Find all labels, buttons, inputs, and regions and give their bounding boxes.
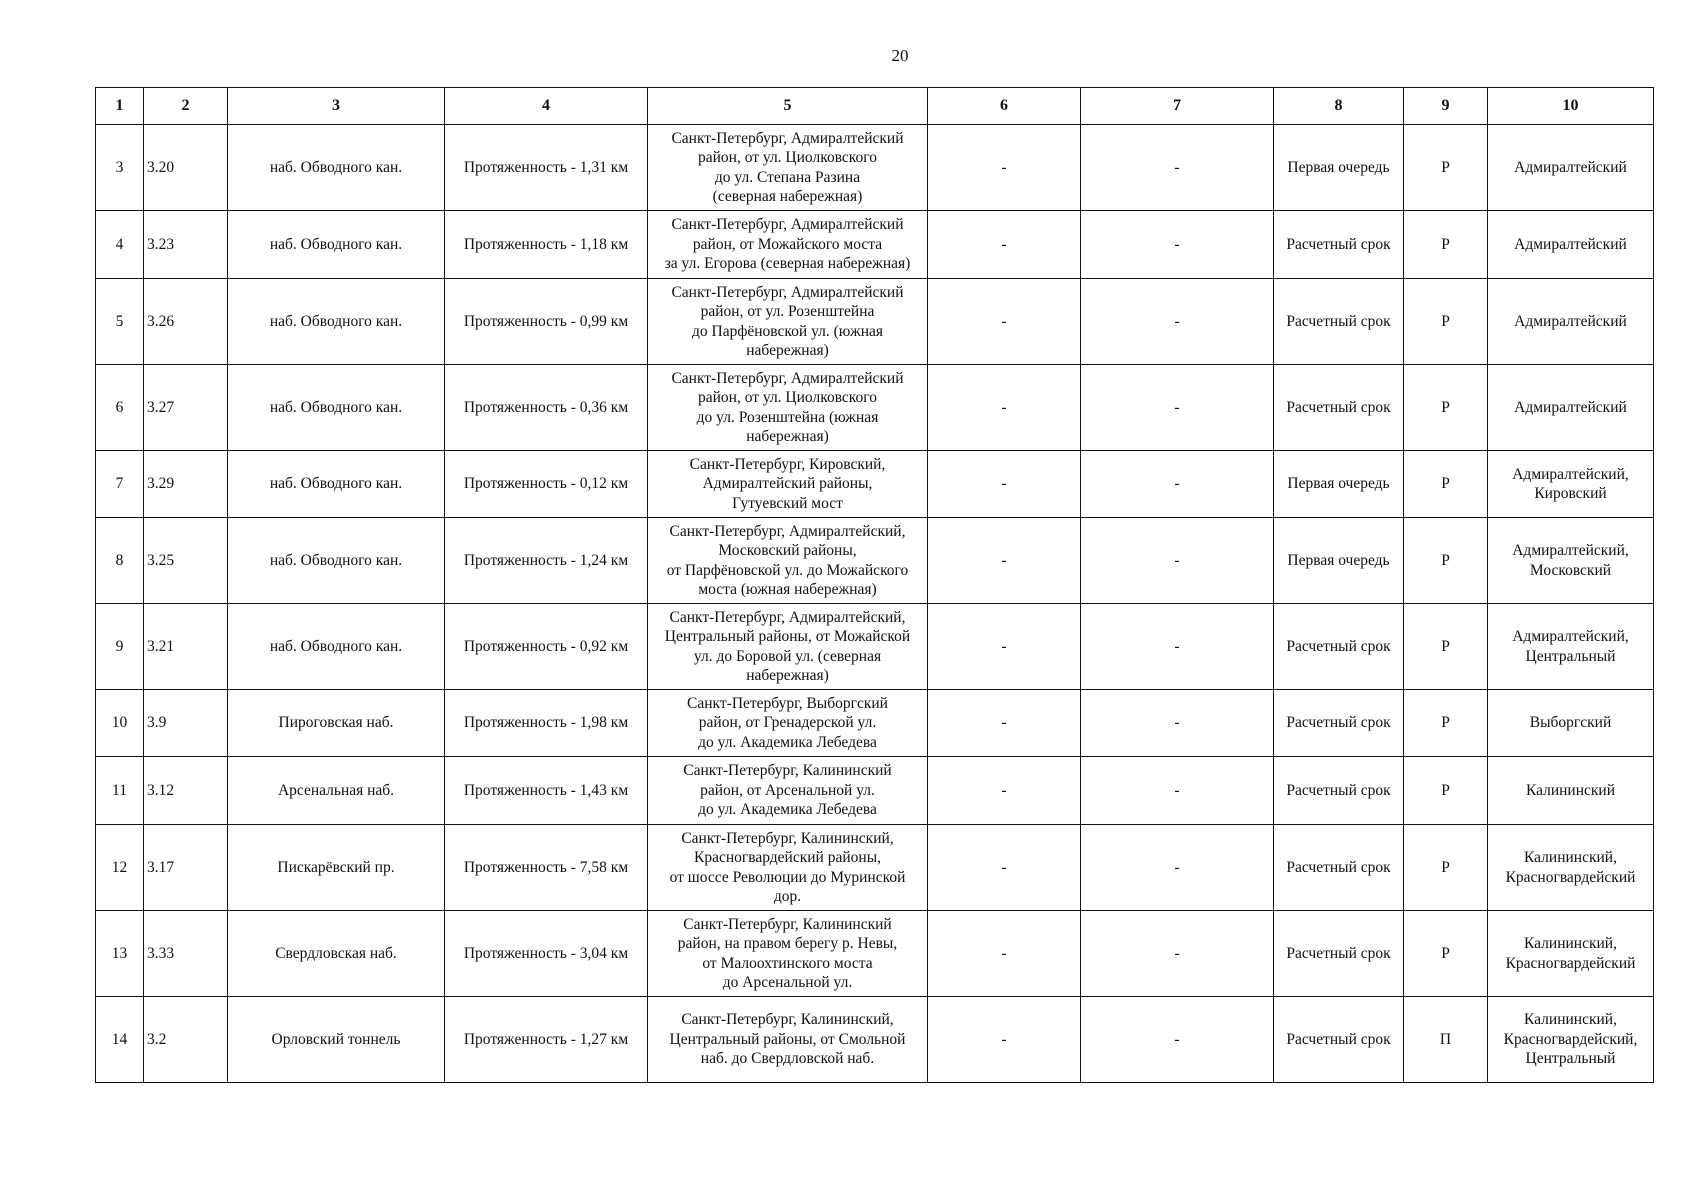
location-cell bbox=[648, 518, 928, 604]
column-6-cell: - bbox=[928, 365, 1081, 451]
column-6-cell: - bbox=[928, 604, 1081, 690]
district-cell bbox=[1488, 690, 1654, 757]
location-line: моста (южная набережная) bbox=[698, 581, 877, 598]
extent-cell: Протяженность - 1,24 км bbox=[445, 518, 648, 604]
status-code-cell: Р bbox=[1404, 825, 1488, 911]
column-7-cell: - bbox=[1081, 451, 1274, 518]
location-line: от шоссе Революции до Муринской bbox=[669, 868, 906, 886]
object-code-cell: 3.27 bbox=[144, 365, 228, 451]
status-code-cell: Р bbox=[1404, 211, 1488, 279]
stage-cell: Расчетный срок bbox=[1274, 365, 1404, 451]
stage-cell: Расчетный срок bbox=[1274, 211, 1404, 279]
status-code-cell: Р bbox=[1404, 911, 1488, 997]
stage-cell: Расчетный срок bbox=[1274, 997, 1404, 1083]
object-name-cell: Свердловская наб. bbox=[228, 911, 445, 997]
column-6-cell: - bbox=[928, 997, 1081, 1083]
extent-cell: Протяженность - 1,27 км bbox=[445, 997, 648, 1083]
location-cell bbox=[648, 604, 928, 690]
column-header: 6 bbox=[928, 88, 1081, 125]
location-line: до ул. Академика Лебедева bbox=[698, 733, 877, 751]
extent-cell: Протяженность - 0,36 км bbox=[445, 365, 648, 451]
district-cell bbox=[1488, 365, 1654, 451]
stage-cell: Первая очередь bbox=[1274, 125, 1404, 211]
extent-cell: Протяженность - 1,43 км bbox=[445, 757, 648, 825]
location-line: Санкт-Петербург, Калининский, bbox=[681, 829, 894, 847]
object-code-cell: 3.2 bbox=[144, 997, 228, 1083]
district-line: Красногвардейский bbox=[1505, 954, 1636, 972]
district-line: Адмиралтейский bbox=[1514, 312, 1627, 330]
district-cell bbox=[1488, 911, 1654, 997]
district-line: Красногвардейский bbox=[1505, 868, 1636, 886]
row-number-cell: 5 bbox=[96, 279, 144, 365]
location-cell bbox=[648, 365, 928, 451]
column-6-cell: - bbox=[928, 825, 1081, 911]
district-line: Адмиралтейский bbox=[1514, 158, 1627, 176]
column-6-cell: - bbox=[928, 125, 1081, 211]
location-line: район, от ул. Циолковского bbox=[697, 389, 878, 406]
district-line: Калининский, bbox=[1524, 935, 1617, 952]
status-code-cell: Р bbox=[1404, 690, 1488, 757]
table-row bbox=[96, 604, 1654, 690]
status-code-cell: Р bbox=[1404, 604, 1488, 690]
column-6-cell: - bbox=[928, 518, 1081, 604]
location-line: до ул. Степана Разина bbox=[714, 168, 861, 186]
district-line: Адмиралтейский, bbox=[1512, 542, 1629, 559]
location-line: район, от Можайского моста bbox=[692, 235, 883, 253]
location-line: Санкт-Петербург, Адмиралтейский, bbox=[669, 522, 906, 540]
stage-cell: Расчетный срок bbox=[1274, 690, 1404, 757]
location-line: набережная) bbox=[746, 342, 829, 359]
column-7-cell: - bbox=[1081, 690, 1274, 757]
location-line: (северная набережная) bbox=[712, 188, 863, 205]
table-body bbox=[96, 125, 1654, 1083]
location-line: Санкт-Петербург, Выборгский bbox=[687, 694, 888, 712]
table-row bbox=[96, 757, 1654, 825]
object-name-cell: наб. Обводного кан. bbox=[228, 125, 445, 211]
district-line: Выборгский bbox=[1529, 714, 1612, 732]
column-header: 2 bbox=[144, 88, 228, 125]
object-code-cell: 3.23 bbox=[144, 211, 228, 279]
location-line: Санкт-Петербург, Адмиралтейский bbox=[671, 216, 904, 234]
object-name-cell: наб. Обводного кан. bbox=[228, 604, 445, 690]
location-line: Санкт-Петербург, Калининский bbox=[683, 915, 892, 933]
column-7-cell: - bbox=[1081, 279, 1274, 365]
row-number-cell: 10 bbox=[96, 690, 144, 757]
extent-cell: Протяженность - 0,99 км bbox=[445, 279, 648, 365]
location-line: Центральный районы, от Можайской bbox=[664, 628, 911, 645]
location-line: до Парфёновской ул. (южная bbox=[692, 322, 883, 340]
table-row bbox=[96, 125, 1654, 211]
column-header: 3 bbox=[228, 88, 445, 125]
object-name-cell: наб. Обводного кан. bbox=[228, 365, 445, 451]
table-row bbox=[96, 911, 1654, 997]
location-line: Санкт-Петербург, Адмиралтейский bbox=[671, 283, 904, 301]
column-6-cell: - bbox=[928, 690, 1081, 757]
district-line: Московский bbox=[1529, 561, 1612, 579]
object-name-cell: Арсенальная наб. bbox=[228, 757, 445, 825]
location-line: дор. bbox=[773, 888, 802, 905]
object-code-cell: 3.17 bbox=[144, 825, 228, 911]
location-line: Санкт-Петербург, Адмиралтейский, bbox=[669, 608, 906, 626]
location-line: район, от Гренадерской ул. bbox=[698, 714, 877, 732]
status-code-cell: Р bbox=[1404, 365, 1488, 451]
stage-cell: Расчетный срок bbox=[1274, 911, 1404, 997]
location-cell bbox=[648, 451, 928, 518]
district-line: Адмиралтейский, bbox=[1512, 628, 1629, 645]
district-cell bbox=[1488, 518, 1654, 604]
stage-cell: Расчетный срок bbox=[1274, 825, 1404, 911]
district-line: Красногвардейский, bbox=[1503, 1030, 1638, 1048]
extent-cell: Протяженность - 0,92 км bbox=[445, 604, 648, 690]
road-registry-table bbox=[95, 87, 1654, 1083]
object-code-cell: 3.9 bbox=[144, 690, 228, 757]
object-name-cell: Пироговская наб. bbox=[228, 690, 445, 757]
district-line: Адмиралтейский, bbox=[1512, 465, 1629, 483]
column-7-cell: - bbox=[1081, 604, 1274, 690]
location-cell bbox=[648, 279, 928, 365]
stage-cell: Расчетный срок bbox=[1274, 757, 1404, 825]
stage-cell: Расчетный срок bbox=[1274, 279, 1404, 365]
district-cell bbox=[1488, 451, 1654, 518]
column-6-cell: - bbox=[928, 279, 1081, 365]
location-line: Санкт-Петербург, Адмиралтейский bbox=[671, 129, 904, 147]
location-line: до Арсенальной ул. bbox=[722, 974, 853, 991]
location-line: до ул. Розенштейна (южная bbox=[696, 408, 879, 426]
column-7-cell: - bbox=[1081, 365, 1274, 451]
location-cell bbox=[648, 690, 928, 757]
object-name-cell: Пискарёвский пр. bbox=[228, 825, 445, 911]
column-6-cell: - bbox=[928, 757, 1081, 825]
column-header: 8 bbox=[1274, 88, 1404, 125]
table-row bbox=[96, 365, 1654, 451]
row-number-cell: 4 bbox=[96, 211, 144, 279]
location-cell bbox=[648, 125, 928, 211]
column-6-cell: - bbox=[928, 451, 1081, 518]
object-code-cell: 3.21 bbox=[144, 604, 228, 690]
district-line: Центральный bbox=[1525, 1050, 1616, 1068]
extent-cell: Протяженность - 3,04 км bbox=[445, 911, 648, 997]
district-line: Адмиралтейский bbox=[1514, 398, 1627, 416]
district-cell bbox=[1488, 604, 1654, 690]
location-line: Санкт-Петербург, Адмиралтейский bbox=[671, 369, 904, 387]
location-line: набережная) bbox=[746, 428, 829, 445]
location-line: Санкт-Петербург, Кировский, bbox=[689, 455, 886, 473]
status-code-cell: Р bbox=[1404, 757, 1488, 825]
table-row bbox=[96, 279, 1654, 365]
stage-cell: Расчетный срок bbox=[1274, 604, 1404, 690]
table-row bbox=[96, 690, 1654, 757]
location-line: район, на правом берегу р. Невы, bbox=[677, 935, 898, 952]
district-line: Кировский bbox=[1534, 485, 1607, 502]
row-number-cell: 9 bbox=[96, 604, 144, 690]
column-6-cell: - bbox=[928, 211, 1081, 279]
column-header: 7 bbox=[1081, 88, 1274, 125]
column-6-cell: - bbox=[928, 911, 1081, 997]
object-name-cell: наб. Обводного кан. bbox=[228, 279, 445, 365]
object-code-cell: 3.25 bbox=[144, 518, 228, 604]
object-code-cell: 3.33 bbox=[144, 911, 228, 997]
row-number-cell: 12 bbox=[96, 825, 144, 911]
district-line: Адмиралтейский bbox=[1514, 235, 1627, 253]
column-header: 4 bbox=[445, 88, 648, 125]
location-cell bbox=[648, 911, 928, 997]
object-name-cell: наб. Обводного кан. bbox=[228, 518, 445, 604]
column-7-cell: - bbox=[1081, 518, 1274, 604]
location-line: район, от ул. Циолковского bbox=[697, 149, 878, 166]
status-code-cell: Р bbox=[1404, 451, 1488, 518]
column-7-cell: - bbox=[1081, 911, 1274, 997]
district-cell bbox=[1488, 279, 1654, 365]
table-row bbox=[96, 211, 1654, 279]
column-7-cell: - bbox=[1081, 757, 1274, 825]
extent-cell: Протяженность - 7,58 км bbox=[445, 825, 648, 911]
location-cell bbox=[648, 211, 928, 279]
location-line: Московский районы, bbox=[718, 542, 857, 559]
location-line: район, от ул. Розенштейна bbox=[700, 303, 875, 320]
location-line: от Парфёновской ул. до Можайского bbox=[666, 561, 909, 579]
row-number-cell: 6 bbox=[96, 365, 144, 451]
district-line: Калининский bbox=[1525, 781, 1616, 799]
location-line: Адмиралтейский районы, bbox=[702, 475, 873, 493]
location-line: наб. до Свердловской наб. bbox=[700, 1050, 875, 1068]
extent-cell: Протяженность - 1,98 км bbox=[445, 690, 648, 757]
district-cell bbox=[1488, 825, 1654, 911]
extent-cell: Протяженность - 1,18 км bbox=[445, 211, 648, 279]
table-row bbox=[96, 997, 1654, 1083]
column-7-cell: - bbox=[1081, 825, 1274, 911]
district-cell bbox=[1488, 211, 1654, 279]
location-cell bbox=[648, 757, 928, 825]
district-cell bbox=[1488, 757, 1654, 825]
location-line: ул. до Боровой ул. (северная bbox=[693, 647, 882, 665]
stage-cell: Первая очередь bbox=[1274, 518, 1404, 604]
location-line: Гутуевский мост bbox=[732, 494, 843, 512]
column-7-cell: - bbox=[1081, 211, 1274, 279]
object-name-cell: наб. Обводного кан. bbox=[228, 451, 445, 518]
status-code-cell: П bbox=[1404, 997, 1488, 1083]
column-header: 1 bbox=[96, 88, 144, 125]
location-line: район, от Арсенальной ул. bbox=[700, 781, 875, 799]
table-row bbox=[96, 518, 1654, 604]
status-code-cell: Р bbox=[1404, 279, 1488, 365]
location-line: набережная) bbox=[746, 667, 829, 684]
district-line: Калининский, bbox=[1524, 1011, 1617, 1029]
status-code-cell: Р bbox=[1404, 518, 1488, 604]
object-code-cell: 3.20 bbox=[144, 125, 228, 211]
row-number-cell: 3 bbox=[96, 125, 144, 211]
row-number-cell: 11 bbox=[96, 757, 144, 825]
location-line: от Малоохтинского моста bbox=[702, 954, 873, 972]
district-cell bbox=[1488, 997, 1654, 1083]
location-line: Санкт-Петербург, Калининский, bbox=[681, 1011, 894, 1029]
column-header: 5 bbox=[648, 88, 928, 125]
column-7-cell: - bbox=[1081, 997, 1274, 1083]
location-line: Санкт-Петербург, Калининский bbox=[683, 762, 892, 780]
column-7-cell: - bbox=[1081, 125, 1274, 211]
row-number-cell: 13 bbox=[96, 911, 144, 997]
row-number-cell: 14 bbox=[96, 997, 144, 1083]
district-line: Калининский, bbox=[1524, 849, 1617, 866]
location-line: за ул. Егорова (северная набережная) bbox=[664, 255, 911, 273]
location-line: Красногвардейский районы, bbox=[694, 849, 881, 866]
location-cell bbox=[648, 825, 928, 911]
column-header: 10 bbox=[1488, 88, 1654, 125]
column-header: 9 bbox=[1404, 88, 1488, 125]
object-name-cell: наб. Обводного кан. bbox=[228, 211, 445, 279]
extent-cell: Протяженность - 1,31 км bbox=[445, 125, 648, 211]
table-row bbox=[96, 451, 1654, 518]
table-row bbox=[96, 825, 1654, 911]
location-cell bbox=[648, 997, 928, 1083]
object-code-cell: 3.29 bbox=[144, 451, 228, 518]
status-code-cell: Р bbox=[1404, 125, 1488, 211]
extent-cell: Протяженность - 0,12 км bbox=[445, 451, 648, 518]
object-name-cell: Орловский тоннель bbox=[228, 997, 445, 1083]
object-code-cell: 3.26 bbox=[144, 279, 228, 365]
row-number-cell: 8 bbox=[96, 518, 144, 604]
page-number: 20 bbox=[891, 46, 909, 65]
table-header-row bbox=[96, 88, 1654, 125]
location-line: до ул. Академика Лебедева bbox=[698, 801, 877, 819]
district-cell bbox=[1488, 125, 1654, 211]
location-line: Центральный районы, от Смольной bbox=[669, 1030, 906, 1048]
object-code-cell: 3.12 bbox=[144, 757, 228, 825]
district-line: Центральный bbox=[1525, 647, 1616, 665]
stage-cell: Первая очередь bbox=[1274, 451, 1404, 518]
row-number-cell: 7 bbox=[96, 451, 144, 518]
